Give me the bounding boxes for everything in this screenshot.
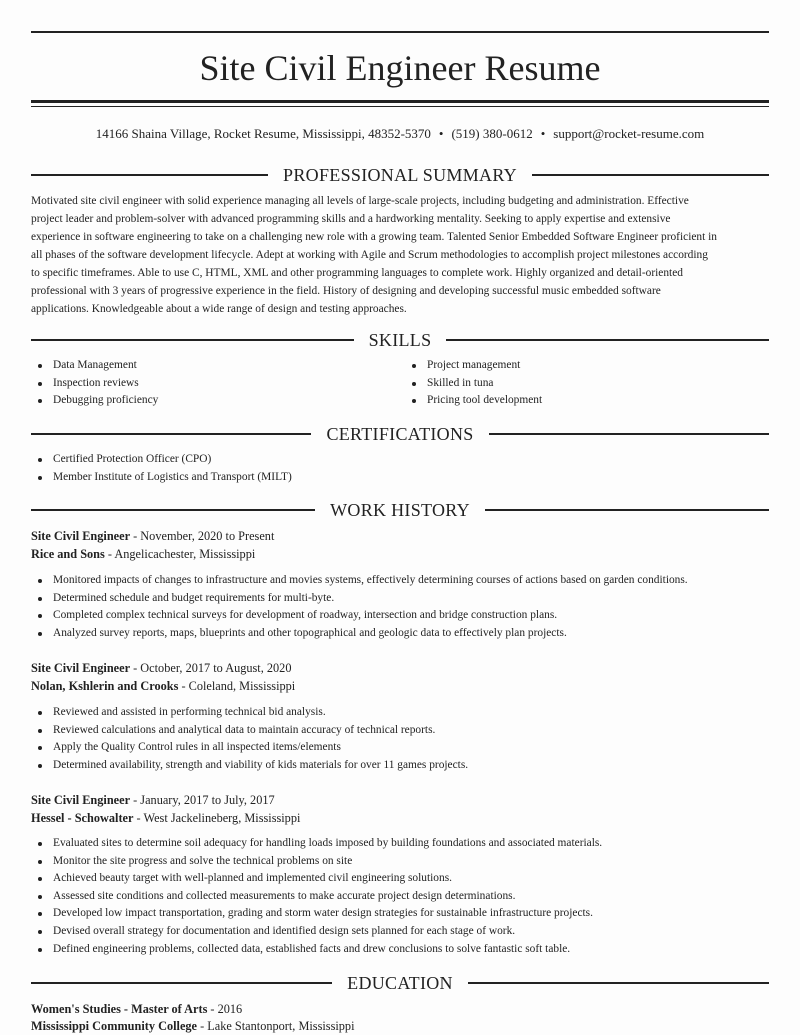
job-title-line <box>31 791 275 809</box>
summary-line: Motivated site civil engineer with solid experience managing all levels of large-scale projects, including budgeting and administration. Effective <box>31 195 689 207</box>
job-company-line <box>31 677 295 695</box>
title-rule-thin <box>31 106 769 107</box>
contact-address: 14166 Shaina Village, Rocket Resume, Mississippi, 48352-5370 <box>95 126 431 141</box>
skills-list-right <box>410 357 542 410</box>
job-title: Site Civil Engineer <box>31 661 131 675</box>
certifications-list <box>36 451 292 486</box>
education-school: Mississippi Community College <box>31 1019 198 1033</box>
skills-heading: SKILLS <box>368 329 432 350</box>
summary-text <box>31 192 769 318</box>
summary-line: applications. Knowledgeable about a wide range of design and testing approaches. <box>31 303 407 315</box>
job-location: - Angelicachester, Mississippi <box>104 547 256 561</box>
job-company: Rice and Sons <box>31 547 105 561</box>
title-rule-thick <box>31 100 769 103</box>
job-bullet: Determined availability, strength and viability of kids materials for over 11 games projects. <box>36 757 468 775</box>
work-heading: WORK HISTORY <box>330 499 470 520</box>
job-company: Nolan, Kshlerin and Crooks <box>31 679 179 693</box>
job-bullet: Assessed site conditions and collected measurements to make accurate project design determinations. <box>36 888 602 906</box>
contact-phone: (519) 380-0612 <box>451 126 533 141</box>
job-dates: - October, 2017 to August, 2020 <box>130 661 292 675</box>
job-location: - West Jackelineberg, Mississippi <box>133 811 301 825</box>
summary-line: experience in software engineering to take on a challenging new role with a growing team. Talented Senior Embedded Software Engineer proficient in <box>31 231 717 243</box>
section-heading-education <box>31 972 769 994</box>
job-bullet: Reviewed calculations and analytical data to maintain accuracy of technical reports. <box>36 722 468 740</box>
job-bullets <box>36 835 602 958</box>
summary-line: project leader and problem-solver with advanced programming skills and a hardworking mentality. Seeking to apply expertise and extensive <box>31 213 671 225</box>
skill-item: Project management <box>410 357 542 375</box>
education-degree-line <box>31 1000 242 1018</box>
skill-item: Skilled in tuna <box>410 375 542 393</box>
contact-email: support@rocket-resume.com <box>553 126 705 141</box>
page-title: Site Civil Engineer Resume <box>199 48 601 88</box>
job-bullet: Achieved beauty target with well-planned and implemented civil engineering solutions. <box>36 870 602 888</box>
job-bullet: Defined engineering problems, collected data, established facts and drew conclusions to solve fantastic soft table. <box>36 941 602 959</box>
education-school-line <box>31 1017 355 1035</box>
skill-item: Pricing tool development <box>410 392 542 410</box>
job-bullets <box>36 704 468 774</box>
summary-line: all phases of the software development lifecycle. Adept at working with Agile and Scrum methodologies to accomplish project milestones according <box>31 249 708 261</box>
job-company-line <box>31 545 255 563</box>
certifications-heading: CERTIFICATIONS <box>326 423 474 444</box>
job-title-line <box>31 527 274 545</box>
job-bullet: Developed low impact transportation, grading and storm water design strategies for sustainable infrastructure projects. <box>36 905 602 923</box>
education-year: - 2016 <box>207 1002 243 1016</box>
job-bullet: Monitor the site progress and solve the technical problems on site <box>36 853 602 871</box>
education-location: - Lake Stantonport, Mississippi <box>197 1019 355 1033</box>
job-title: Site Civil Engineer <box>31 529 131 543</box>
contact-separator: • <box>438 126 444 141</box>
certification-item: Member Institute of Logistics and Transport (MILT) <box>36 469 292 487</box>
section-heading-summary <box>31 164 769 186</box>
job-title: Site Civil Engineer <box>31 793 131 807</box>
education-heading: EDUCATION <box>347 972 453 993</box>
job-location: - Coleland, Mississippi <box>178 679 296 693</box>
summary-line: professional with 3 years of progressive experience in the field. History of designing and developing successful music embedded software <box>31 285 661 297</box>
job-bullets <box>36 572 688 642</box>
job-bullet: Evaluated sites to determine soil adequacy for handling loads imposed by building foundations and associated materials. <box>36 835 602 853</box>
job-bullet: Apply the Quality Control rules in all inspected items/elements <box>36 739 468 757</box>
contact-line <box>0 125 800 143</box>
section-heading-work-history <box>31 499 769 521</box>
job-bullet: Determined schedule and budget requirements for multi-byte. <box>36 590 688 608</box>
job-bullet: Completed complex technical surveys for development of roadway, intersection and bridge construction plans. <box>36 607 688 625</box>
section-heading-certifications <box>31 423 769 445</box>
job-dates: - January, 2017 to July, 2017 <box>130 793 275 807</box>
section-heading-skills <box>31 329 769 351</box>
job-bullet: Monitored impacts of changes to infrastructure and movies systems, effectively determining courses of actions based on garden conditions. <box>36 572 688 590</box>
summary-line: to specific timeframes. Able to use C, HTML, XML and other programming languages to complete work. Highly organized and detail-oriented <box>31 267 683 279</box>
summary-heading: PROFESSIONAL SUMMARY <box>283 164 517 185</box>
job-bullet: Analyzed survey reports, maps, blueprints and other topographical and geologic data to effectively plan projects. <box>36 625 688 643</box>
job-bullet: Reviewed and assisted in performing technical bid analysis. <box>36 704 468 722</box>
education-degree: Women's Studies - Master of Arts <box>31 1002 208 1016</box>
skill-item: Inspection reviews <box>36 375 158 393</box>
skill-item: Debugging proficiency <box>36 392 158 410</box>
top-rule <box>31 31 769 33</box>
job-dates: - November, 2020 to Present <box>130 529 275 543</box>
job-title-line <box>31 659 291 677</box>
job-company: Hessel - Schowalter <box>31 811 134 825</box>
job-bullet: Devised overall strategy for documentation and identified design sets planned for each stage of work. <box>36 923 602 941</box>
certification-item: Certified Protection Officer (CPO) <box>36 451 292 469</box>
job-company-line <box>31 809 300 827</box>
skill-item: Data Management <box>36 357 158 375</box>
contact-separator: • <box>540 126 546 141</box>
skills-list-left <box>36 357 158 410</box>
